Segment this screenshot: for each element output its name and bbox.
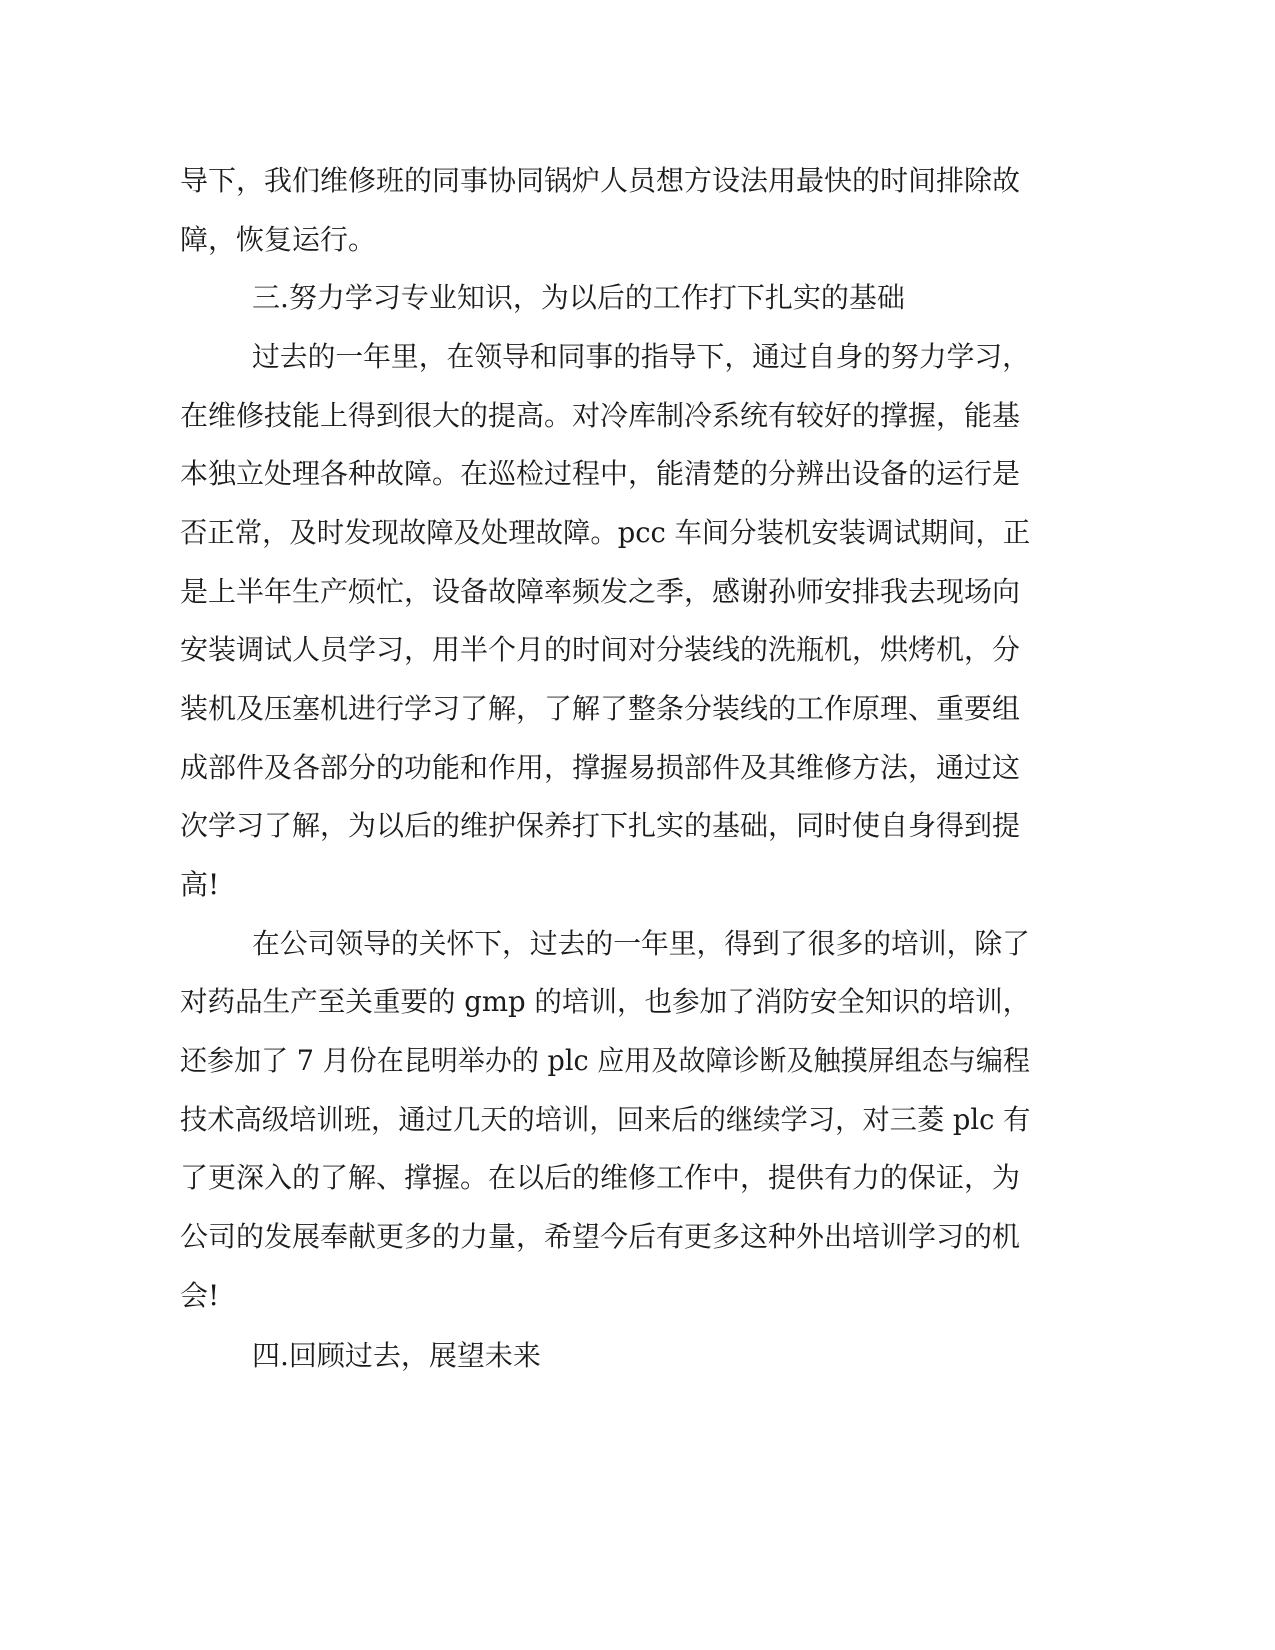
- section-heading-3: 三.努力学习专业知识，为以后的工作打下扎实的基础: [252, 281, 905, 314]
- text-line-7: 否正常，及时发现故障及处理故障。pcc 车间分装机安装调试期间，正: [180, 516, 1031, 549]
- text-line-18: 了更深入的了解、撑握。在以后的维修工作中，提供有力的保证，为: [180, 1161, 1021, 1194]
- text-line-11: 成部件及各部分的功能和作用，撑握易损部件及其维修方法，通过这: [180, 751, 1021, 784]
- text-line-1: 导下，我们维修班的同事协同锅炉人员想方设法用最快的时间排除故: [180, 164, 1021, 197]
- text-line-2: 障，恢复运行。: [180, 223, 377, 256]
- text-line-6: 本独立处理各种故障。在巡检过程中，能清楚的分辨出设备的运行是: [180, 457, 1021, 490]
- text-line-4: 过去的一年里，在领导和同事的指导下，通过自身的努力学习，: [252, 340, 1030, 373]
- section-heading-4: 四.回顾过去，展望未来: [252, 1339, 541, 1372]
- text-line-10: 装机及压塞机进行学习了解，了解了整条分装线的工作原理、重要组: [180, 692, 1021, 725]
- text-line-12: 次学习了解，为以后的维护保养打下扎实的基础，同时使自身得到提: [180, 809, 1021, 842]
- text-line-17: 技术高级培训班，通过几天的培训，回来后的继续学习，对三菱 plc 有: [180, 1103, 1031, 1136]
- text-line-15: 对药品生产至关重要的 gmp 的培训，也参加了消防安全知识的培训，: [180, 985, 1031, 1018]
- text-line-9: 安装调试人员学习，用半个月的时间对分装线的洗瓶机，烘烤机，分: [180, 633, 1021, 666]
- text-line-20: 会!: [180, 1279, 220, 1312]
- text-line-8: 是上半年生产烦忙，设备故障率频发之季，感谢孙师安排我去现场向: [180, 575, 1021, 608]
- text-line-16: 还参加了 7 月份在昆明举办的 plc 应用及故障诊断及触摸屏组态与编程: [180, 1044, 1030, 1077]
- text-line-19: 公司的发展奉献更多的力量，希望今后有更多这种外出培训学习的机: [180, 1220, 1021, 1253]
- text-line-13: 高!: [180, 868, 220, 901]
- text-line-14: 在公司领导的关怀下，过去的一年里，得到了很多的培训，除了: [252, 927, 1030, 960]
- text-line-5: 在维修技能上得到很大的提高。对冷库制冷系统有较好的撑握，能基: [180, 399, 1021, 432]
